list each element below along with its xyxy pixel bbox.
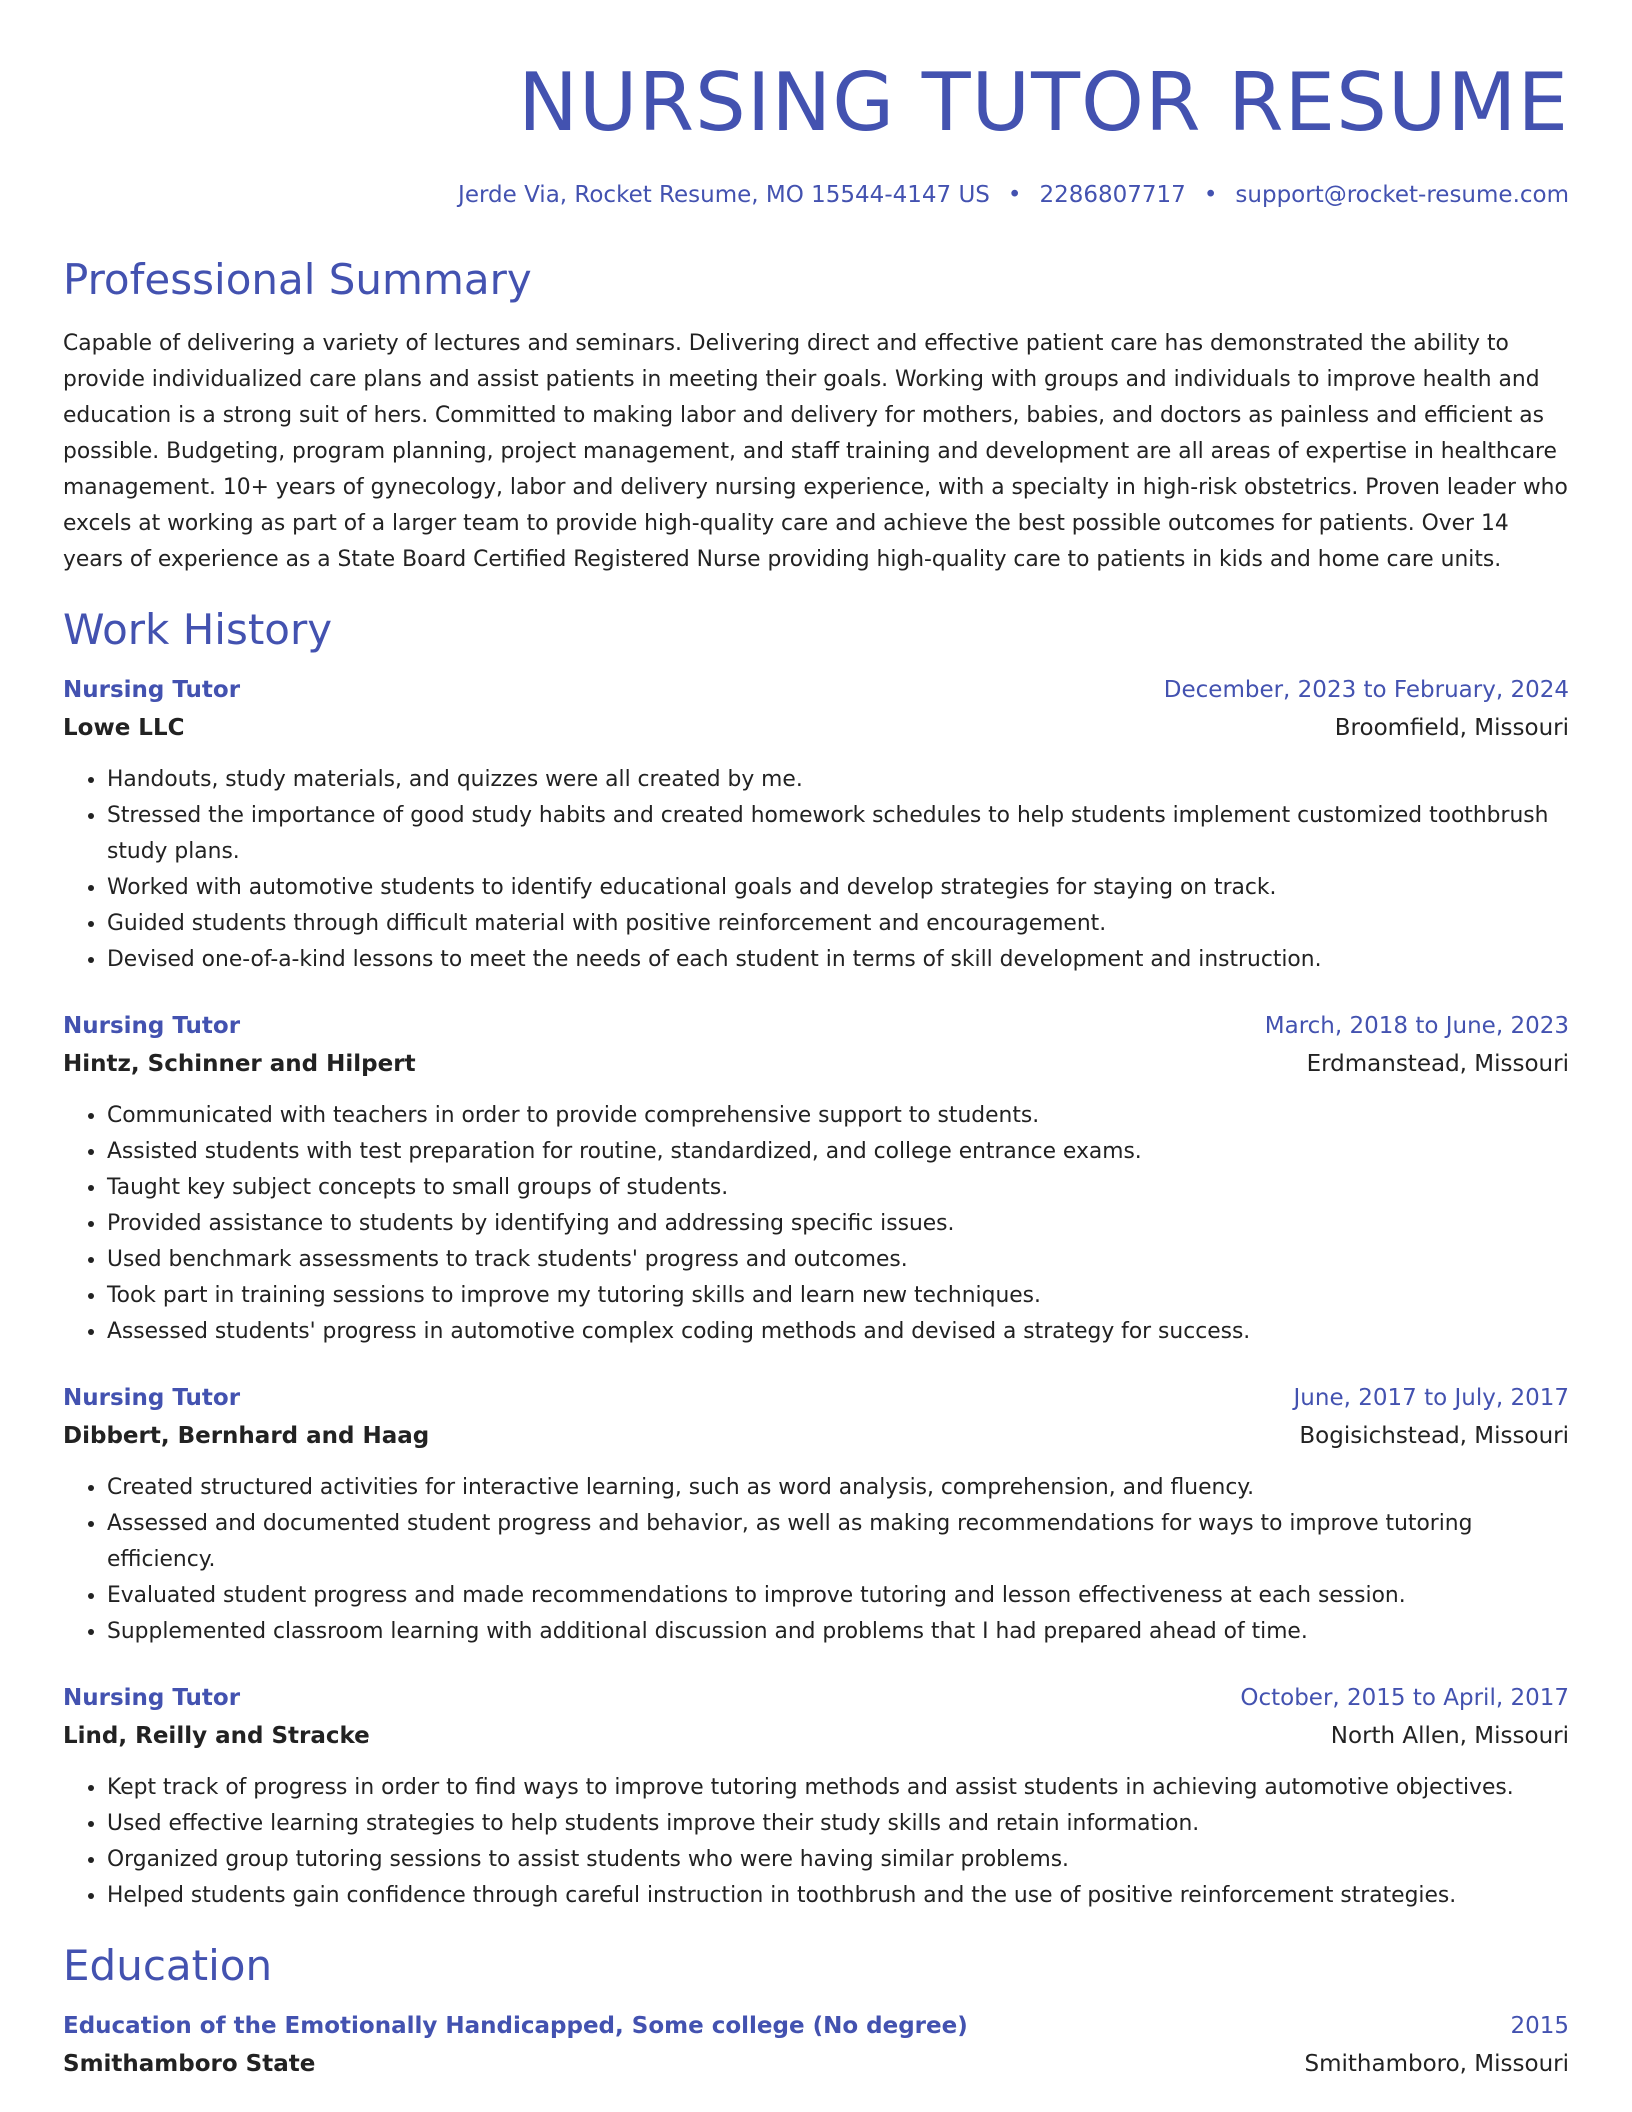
- job-bullets: [63, 762, 1569, 978]
- company-name: Dibbert, Bernhard and Haag: [63, 1423, 430, 1449]
- bullet-item: • Assessed students' progress in automotive complex coding methods and devised a strategy for success.: [107, 1314, 1569, 1350]
- job-company-row: [63, 712, 1569, 744]
- job-header-row: [63, 674, 1569, 706]
- job-dates: October, 2015 to April, 2017: [1240, 1685, 1569, 1711]
- job-bullets: [63, 1098, 1569, 1350]
- bullet-item: • Assessed and documented student progress and behavior, as well as making recommendations for ways to improve tutoring efficiency.: [107, 1506, 1569, 1578]
- bullet-item: • Kept track of progress in order to find ways to improve tutoring methods and assist students in achieving automotive objectives.: [107, 1770, 1569, 1806]
- education-section: [63, 1940, 1569, 2080]
- job-company-row: [63, 1048, 1569, 1080]
- job-dates: December, 2023 to February, 2024: [1163, 677, 1569, 703]
- job-company-row: [63, 1720, 1569, 1752]
- job-dates: June, 2017 to July, 2017: [1293, 1385, 1569, 1411]
- bullet-item: • Provided assistance to students by identifying and addressing specific issues.: [107, 1206, 1569, 1242]
- company-name: Lowe LLC: [63, 715, 185, 741]
- job-location: Bogisichstead, Missouri: [1299, 1423, 1569, 1449]
- job-dates: March, 2018 to June, 2023: [1264, 1013, 1569, 1039]
- education-heading: Education: [63, 1941, 273, 1990]
- bullet-item: • Organized group tutoring sessions to assist students who were having similar problems.: [107, 1842, 1569, 1878]
- bullet-item: • Guided students through difficult material with positive reinforcement and encouragement.: [107, 906, 1569, 942]
- education-entry: [63, 2010, 1569, 2080]
- resume-header: [63, 54, 1569, 210]
- separator-dot: •: [1007, 182, 1022, 208]
- education-year: 2015: [1510, 2013, 1569, 2039]
- school-location: Smithamboro, Missouri: [1304, 2051, 1569, 2077]
- phone-text: 2286807717: [1039, 182, 1186, 208]
- bullet-item: • Taught key subject concepts to small groups of students.: [107, 1170, 1569, 1206]
- company-name: Lind, Reilly and Stracke: [63, 1723, 370, 1749]
- bullet-item: • Handouts, study materials, and quizzes were all created by me.: [107, 762, 1569, 798]
- company-name: Hintz, Schinner and Hilpert: [63, 1051, 416, 1077]
- education-header-row: [63, 2010, 1569, 2042]
- summary-text: Capable of delivering a variety of lectures and seminars. Delivering direct and effective patient care has demonstrated the ability to provide individualized care plans and assist patients in meeting their goals. Working with groups and individuals to improve health and education is a strong suit of hers. Committed to making labor and delivery for mothers, babies, and doctors as painless and efficient as possible. Budgeting, program planning, project management, and staff training and development are all areas of expertise in healthcare management. 10+ years of gynecology, labor and delivery nursing experience, with a specialty in high-risk obstetrics. Proven leader who excels at working as part of a larger team to provide high-quality care and achieve the best possible outcomes for patients. Over 14 years of experience as a State Board Certified Registered Nurse providing high-quality care to patients in kids and home care units.: [63, 331, 1568, 572]
- contact-line: [63, 180, 1569, 210]
- job-title: Nursing Tutor: [63, 1385, 241, 1411]
- job-bullets: [63, 1470, 1569, 1650]
- email-link[interactable]: support@rocket-resume.com: [1235, 182, 1569, 208]
- job-location: North Allen, Missouri: [1330, 1723, 1569, 1749]
- work-history-heading: Work History: [63, 605, 333, 654]
- job-title: Nursing Tutor: [63, 1685, 241, 1711]
- job-header-row: [63, 1682, 1569, 1714]
- bullet-item: • Helped students gain confidence through careful instruction in toothbrush and the use of positive reinforcement strategies.: [107, 1878, 1569, 1914]
- job-entry: [63, 1382, 1569, 1650]
- separator-dot: •: [1203, 182, 1218, 208]
- summary-section: [63, 254, 1569, 578]
- bullet-item: • Supplemented classroom learning with additional discussion and problems that I had prepared ahead of time.: [107, 1614, 1569, 1650]
- work-history-section: [63, 604, 1569, 1914]
- summary-heading: Professional Summary: [63, 255, 532, 304]
- bullet-item: • Worked with automotive students to identify educational goals and develop strategies for staying on track.: [107, 870, 1569, 906]
- job-header-row: [63, 1010, 1569, 1042]
- job-company-row: [63, 1420, 1569, 1452]
- bullet-item: • Created structured activities for interactive learning, such as word analysis, comprehension, and fluency.: [107, 1470, 1569, 1506]
- job-location: Broomfield, Missouri: [1334, 715, 1569, 741]
- resume-title: NURSING TUTOR RESUME: [518, 56, 1569, 149]
- job-title: Nursing Tutor: [63, 677, 241, 703]
- job-entry: [63, 674, 1569, 978]
- bullet-item: • Communicated with teachers in order to provide comprehensive support to students.: [107, 1098, 1569, 1134]
- bullet-item: • Took part in training sessions to improve my tutoring skills and learn new techniques.: [107, 1278, 1569, 1314]
- job-header-row: [63, 1382, 1569, 1414]
- bullet-item: • Used effective learning strategies to help students improve their study skills and retain information.: [107, 1806, 1569, 1842]
- bullet-item: • Used benchmark assessments to track students' progress and outcomes.: [107, 1242, 1569, 1278]
- degree-name: Education of the Emotionally Handicapped, Some college (No degree): [63, 2013, 968, 2039]
- job-entry: [63, 1682, 1569, 1914]
- job-title: Nursing Tutor: [63, 1013, 241, 1039]
- address-text: Jerde Via, Rocket Resume, MO 15544-4147 US: [458, 182, 990, 208]
- bullet-item: • Assisted students with test preparation for routine, standardized, and college entrance exams.: [107, 1134, 1569, 1170]
- education-school-row: [63, 2048, 1569, 2080]
- job-location: Erdmanstead, Missouri: [1306, 1051, 1569, 1077]
- bullet-item: • Evaluated student progress and made recommendations to improve tutoring and lesson effectiveness at each session.: [107, 1578, 1569, 1614]
- bullet-item: • Devised one-of-a-kind lessons to meet the needs of each student in terms of skill development and instruction.: [107, 942, 1569, 978]
- school-name: Smithamboro State: [63, 2051, 316, 2077]
- job-entry: [63, 1010, 1569, 1350]
- job-bullets: [63, 1770, 1569, 1914]
- bullet-item: • Stressed the importance of good study habits and created homework schedules to help students implement customized toothbrush study plans.: [107, 798, 1569, 870]
